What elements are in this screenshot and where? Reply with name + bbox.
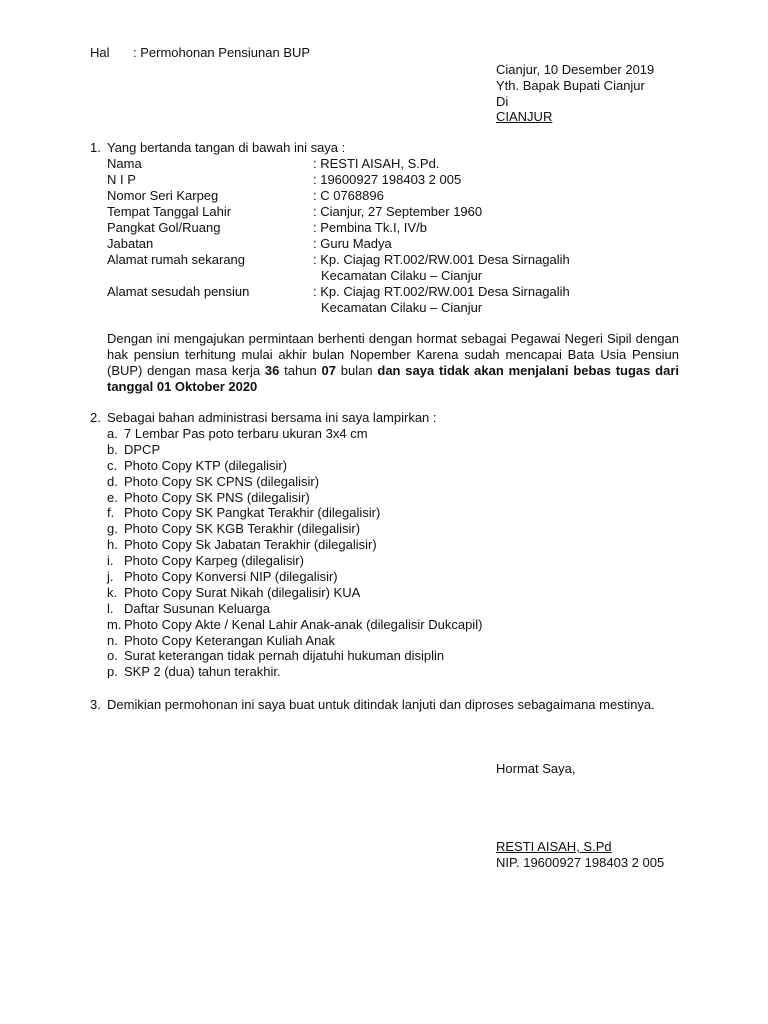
field-value: : Pembina Tk.I, IV/b <box>313 220 427 235</box>
item-letter: o. <box>107 648 118 664</box>
field-label: Nomor Seri Karpeg <box>107 188 219 203</box>
item-letter: b. <box>107 441 118 457</box>
field-value-continuation: Kecamatan Cilaku – Cianjur <box>321 268 483 283</box>
field-value: : Kp. Ciajag RT.002/RW.001 Desa Sirnagalih <box>313 284 570 299</box>
item-text: Photo Copy Keterangan Kuliah Anak <box>124 632 336 648</box>
signer-nip: NIP. 19600927 198403 2 005 <box>496 855 665 870</box>
item-text: Photo Copy SK CPNS (dilegalisir) <box>124 473 320 489</box>
request-paragraph <box>107 331 679 395</box>
paragraph-text: tahun <box>279 363 322 378</box>
item-text: Daftar Susunan Keluarga <box>124 600 270 616</box>
item-text: DPCP <box>124 441 161 457</box>
field-value: : C 0768896 <box>313 188 384 203</box>
field-label: Nama <box>107 156 142 171</box>
field-value-continuation: Kecamatan Cilaku – Cianjur <box>321 300 483 315</box>
service-months: 07 <box>321 363 336 378</box>
item-letter: h. <box>107 537 118 553</box>
item-text: Photo Copy SK Pangkat Terakhir (dilegalisir) <box>124 505 381 521</box>
item-letter: m. <box>107 616 122 632</box>
item-text: Photo Copy SK PNS (dilegalisir) <box>124 489 310 505</box>
section-intro: Yang bertanda tangan di bawah ini saya : <box>107 140 346 155</box>
field-label: N I P <box>107 172 136 187</box>
field-label: Alamat rumah sekarang <box>107 252 246 267</box>
field-value: : Cianjur, 27 September 1960 <box>313 204 483 219</box>
field-value: : Kp. Ciajag RT.002/RW.001 Desa Sirnagalih <box>313 252 570 267</box>
item-text: Photo Copy Karpeg (dilegalisir) <box>124 553 304 569</box>
section-3-number: 3. <box>90 697 101 712</box>
service-years: 36 <box>264 363 280 378</box>
field-value: : 19600927 198403 2 005 <box>313 172 462 187</box>
item-text: Photo Copy Sk Jabatan Terakhir (dilegalisir) <box>124 537 377 553</box>
item-letter: l. <box>107 600 114 616</box>
field-label: Alamat sesudah pensiun <box>107 284 250 299</box>
closing-salutation: Hormat Saya, <box>496 761 576 776</box>
field-value: : Guru Madya <box>313 236 392 251</box>
paragraph-bold-statement: dan saya tidak akan menjalani bebas tugas dari tanggal 01 Oktober 2020 <box>107 363 679 394</box>
field-label: Jabatan <box>107 236 154 251</box>
item-text: SKP 2 (dua) tahun terakhir. <box>124 664 281 680</box>
item-letter: c. <box>107 457 118 473</box>
item-text: Photo Copy KTP (dilegalisir) <box>124 457 288 473</box>
item-text: Photo Copy SK KGB Terakhir (dilegalisir) <box>124 521 361 537</box>
item-letter: a. <box>107 426 118 441</box>
item-text: Photo Copy Akte / Kenal Lahir Anak-anak (dilegalisir Dukcapil) <box>124 616 483 632</box>
section-intro: Sebagai bahan administrasi bersama ini saya lampirkan : <box>107 410 437 425</box>
section-number: 2. <box>90 410 101 425</box>
signer-name: RESTI AISAH, S.Pd <box>496 839 612 854</box>
section-3-text: Demikian permohonan ini saya buat untuk ditindak lanjuti dan diproses sebagaimana mestinya. <box>107 697 655 712</box>
item-letter: g. <box>107 521 118 537</box>
section-number: 1. <box>90 140 101 155</box>
item-letter: f. <box>107 505 115 521</box>
subject-label: Hal <box>90 45 110 60</box>
item-text: Surat keterangan tidak pernah dijatuhi hukuman disiplin <box>124 648 445 664</box>
item-text: Photo Copy Surat Nikah (dilegalisir) KUA <box>124 584 361 600</box>
recipient: Yth. Bapak Bupati Cianjur <box>496 78 645 93</box>
recipient-city: CIANJUR <box>496 109 553 124</box>
item-letter: i. <box>107 553 114 569</box>
item-text: 7 Lembar Pas poto terbaru ukuran 3x4 cm <box>124 426 368 441</box>
item-letter: j. <box>107 569 114 585</box>
paragraph-text: Dengan ini mengajukan permintaan berhenti dengan hormat sebagai Pegawai Negeri Sipil dengan hak pensiun terhitung mulai akhir bulan Nopember Karena sudah mencapai Bata Usia Pensiun (BUP) dengan masa kerja <box>107 331 679 378</box>
item-text: Photo Copy Konversi NIP (dilegalisir) <box>124 569 338 585</box>
item-letter: k. <box>107 584 118 600</box>
field-label: Tempat Tanggal Lahir <box>107 204 232 219</box>
item-letter: p. <box>107 664 118 680</box>
item-letter: n. <box>107 632 118 648</box>
field-value: : RESTI AISAH, S.Pd. <box>313 156 440 171</box>
item-letter: e. <box>107 489 118 505</box>
recipient-at: Di <box>496 94 509 109</box>
field-label: Pangkat Gol/Ruang <box>107 220 221 235</box>
place-date: Cianjur, 10 Desember 2019 <box>496 62 655 77</box>
paragraph-text: bulan <box>335 363 378 378</box>
subject-text: : Permohonan Pensiunan BUP <box>133 45 311 60</box>
item-letter: d. <box>107 473 118 489</box>
